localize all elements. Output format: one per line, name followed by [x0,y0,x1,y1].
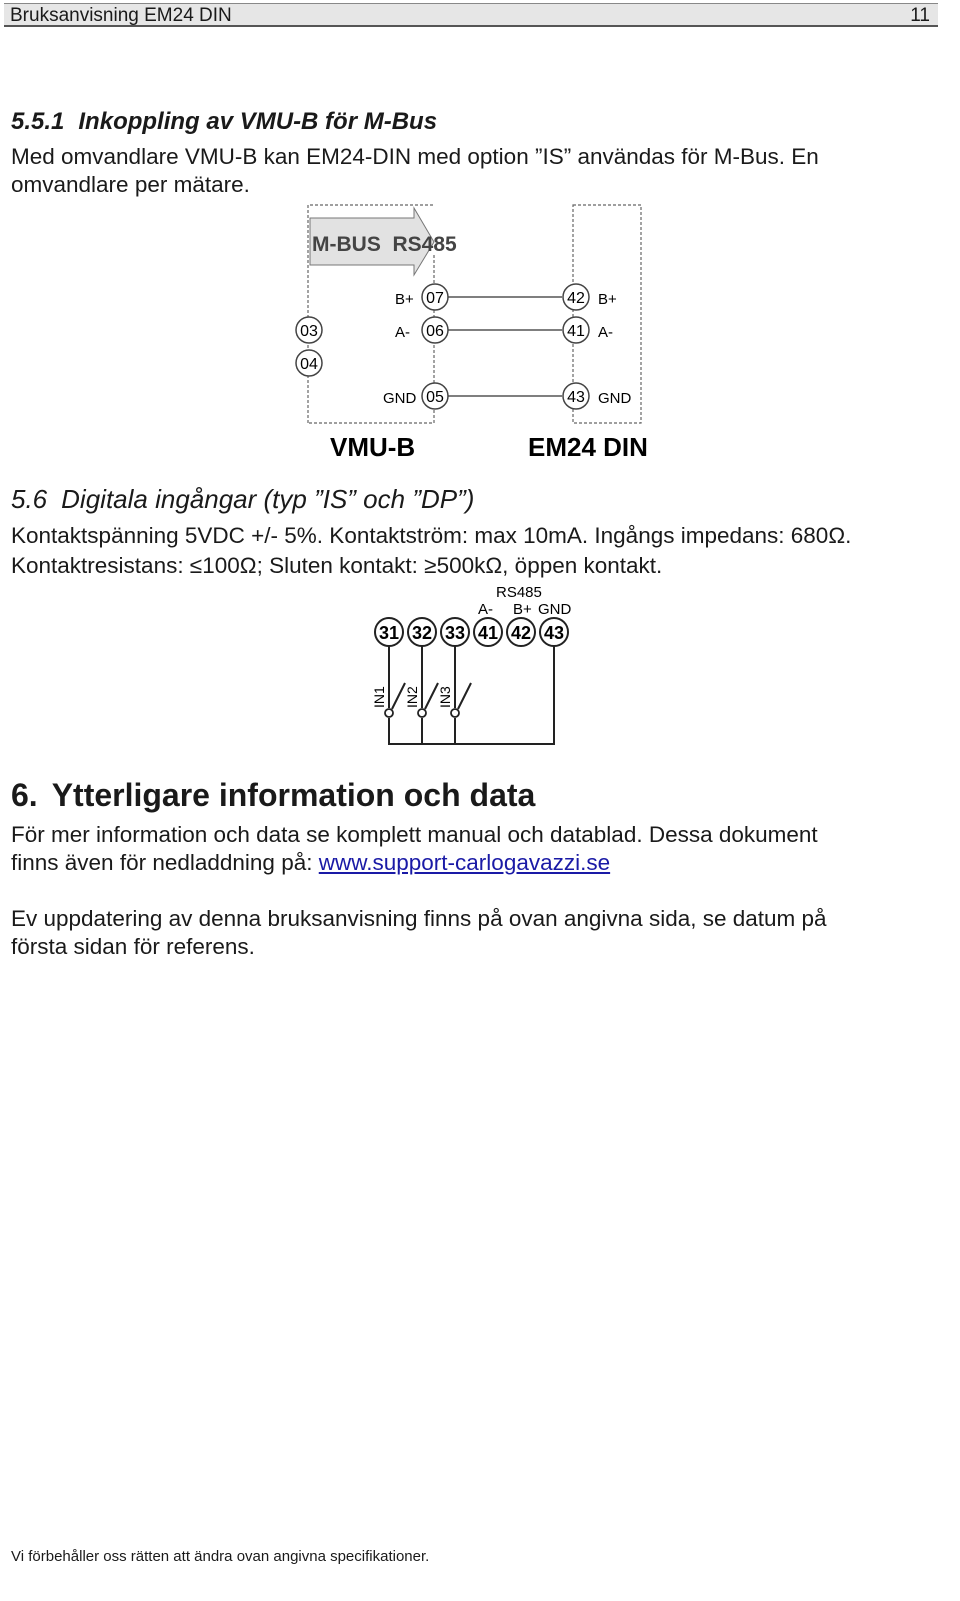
document-title: Bruksanvisning EM24 DIN [10,5,232,26]
signal-b-label: B+ [513,601,532,618]
digital-inputs-diagram [0,580,960,755]
svg-text:42: 42 [510,623,532,643]
arrow-label: M-BUS RS485 [312,233,457,256]
terminal-31 [375,618,403,646]
signal-label: GND [598,390,632,407]
signal-label: B+ [395,291,414,308]
terminal-33 [441,618,469,646]
svg-text:06: 06 [426,323,444,340]
svg-text:03: 03 [300,323,318,340]
signal-gnd-label: GND [538,601,572,618]
svg-text:43: 43 [567,389,585,406]
section-number: 5.6 [11,484,48,514]
svg-text:05: 05 [426,389,444,406]
terminal-04 [296,350,322,376]
section-number: 5.5.1 [11,108,65,135]
device-label-vmub: VMU-B [330,432,416,462]
less-equal-symbol: ≤ [189,553,203,578]
section-heading-56 [11,484,474,515]
terminal-41 [474,618,502,646]
vmub-wiring-diagram [0,195,960,470]
page-footer: Vi förbehåller oss rätten att ändra ovan angivna specifikationer. [11,1548,430,1565]
svg-text:41: 41 [477,623,499,643]
signal-label: A- [598,324,613,341]
terminal-06 [422,317,448,343]
signal-label: B+ [598,291,617,308]
signal-a-label: A- [478,601,493,618]
paragraph-line: omvandlare per mätare. [11,172,250,197]
support-website-link[interactable]: www.support-carlogavazzi.se [318,850,611,875]
page-header [4,3,938,27]
paragraph-line: första sidan för referens. [11,934,255,959]
section-title: Ytterligare information och data [51,777,536,813]
section-number: 6. [11,777,38,813]
svg-text:32: 32 [411,623,433,643]
signal-label: GND [383,390,417,407]
terminal-07 [422,284,448,310]
paragraph-line-resistance: Kontaktresistans: ≤100Ω; Sluten kontakt: ≥500kΩ, öppen kontakt. [11,553,663,578]
bus-label: RS485 [496,584,542,601]
page-number: 11 [910,5,930,26]
input-label: IN1 [371,686,387,708]
device-label-em24: EM24 DIN [528,432,648,462]
paragraph-line: För mer information och data se komplett manual och datablad. Dessa dokument [11,822,818,847]
paragraph-line: Ev uppdatering av denna bruksanvisning finns på ovan angivna sida, se datum på [11,906,827,931]
terminal-03 [296,317,322,343]
svg-text:33: 33 [444,623,466,643]
paragraph-line-link: finns även för nedladdning på: www.support-carlogavazzi.se [11,850,611,875]
input-label: IN3 [437,686,453,708]
signal-label: A- [395,324,410,341]
paragraph-line: Med omvandlare VMU-B kan EM24-DIN med option ”IS” användas för M-Bus. En [11,144,819,169]
section-heading-6 [11,777,535,814]
terminal-43 [540,618,568,646]
svg-text:42: 42 [567,290,585,307]
svg-text:31: 31 [378,623,400,643]
terminal-42 [563,284,589,310]
section-title: Inkoppling av VMU-B för M-Bus [78,108,438,135]
svg-text:07: 07 [426,290,444,307]
svg-text:04: 04 [300,356,318,373]
svg-text:43: 43 [543,623,565,643]
greater-equal-symbol: ≥ [424,553,437,578]
input-label: IN2 [404,686,420,708]
section-title: Digitala ingångar (typ ”IS” och ”DP”) [61,484,475,514]
section-heading-551 [11,108,437,136]
terminal-32 [408,618,436,646]
terminal-42 [507,618,535,646]
paragraph-line: Kontaktspänning 5VDC +/- 5%. Kontaktström: max 10mA. Ingångs impedans: 680Ω. [11,523,852,548]
svg-text:41: 41 [567,323,585,340]
terminal-05 [422,383,448,409]
terminal-43 [563,383,589,409]
terminal-41 [563,317,589,343]
